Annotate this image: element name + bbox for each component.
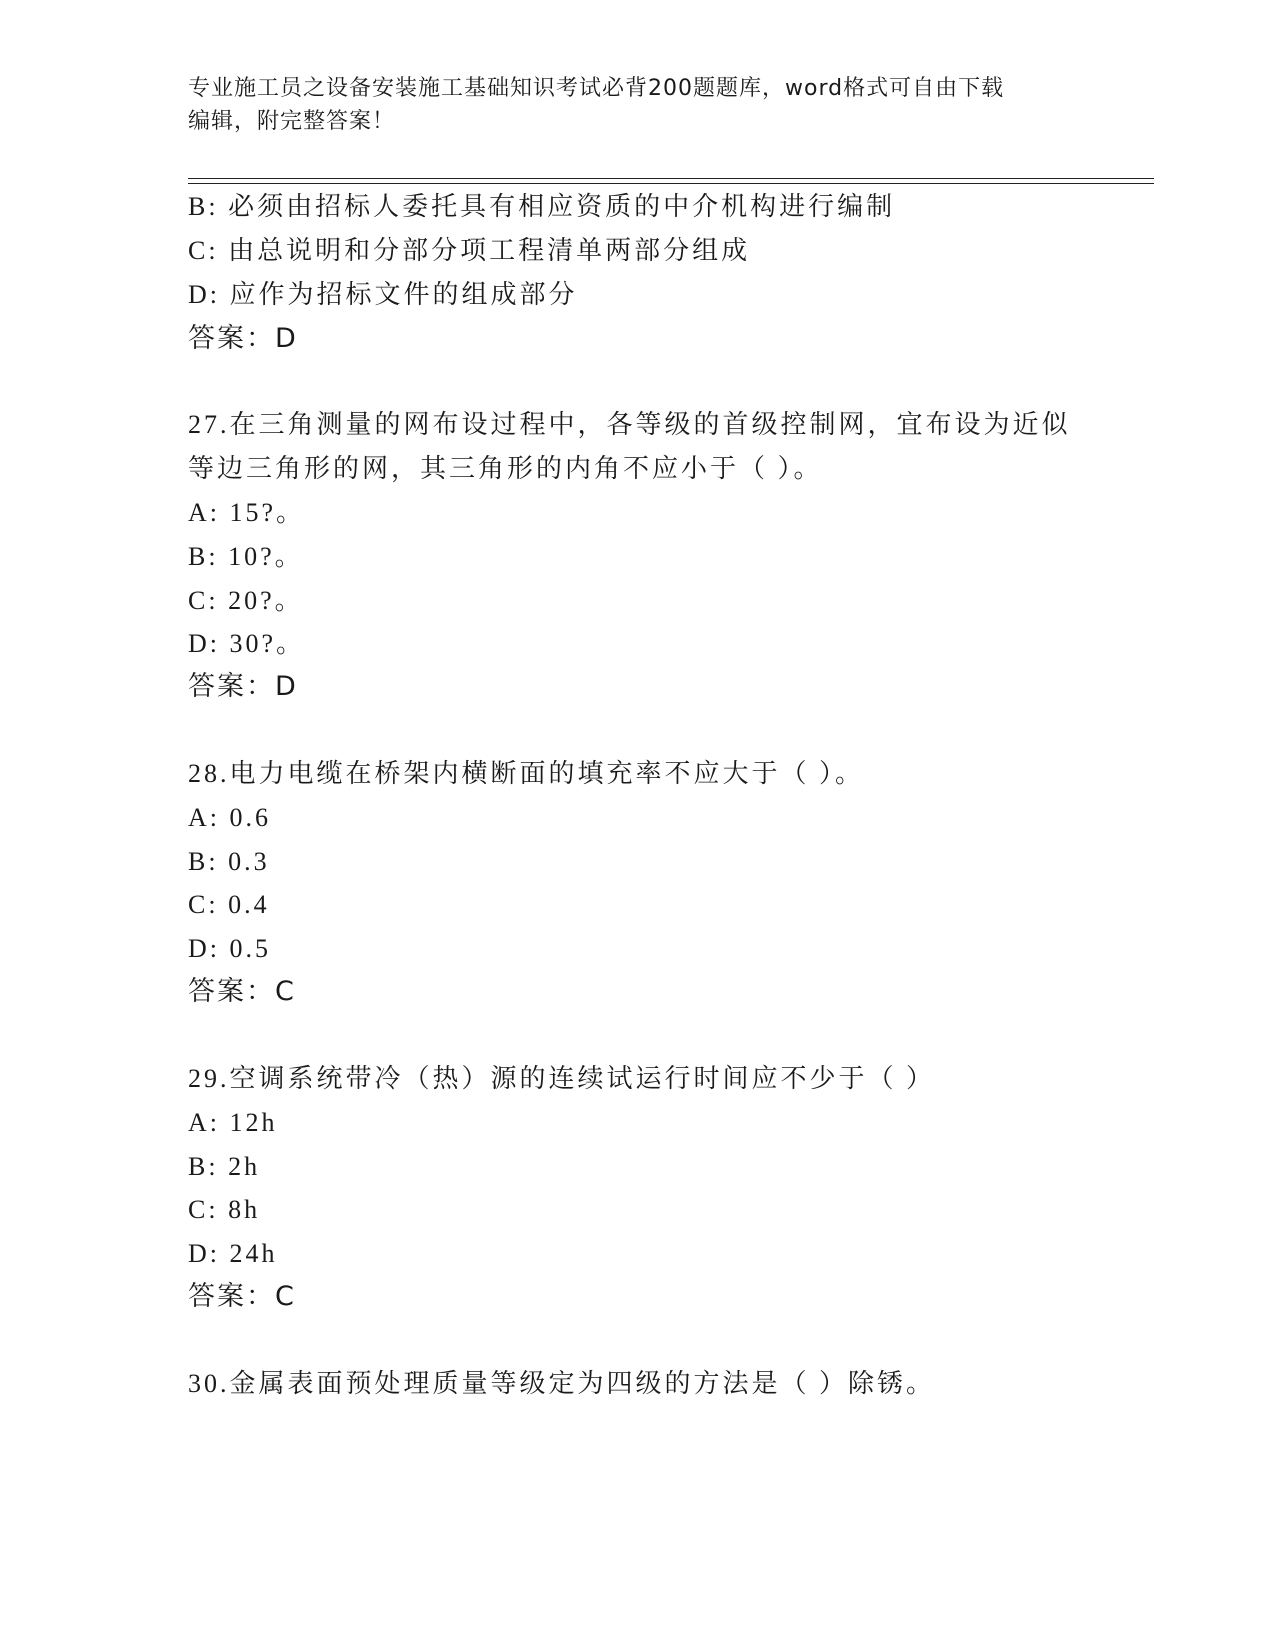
header-divider-bottom	[188, 183, 1154, 184]
question-29-option-d: D: 24h	[188, 1239, 278, 1268]
header-title-line2: 编辑，附完整答案！	[188, 109, 396, 134]
question-28-answer: 答案：C	[188, 976, 296, 1007]
question-27-option-d: D: 30?。	[188, 629, 306, 658]
question-30-stem: 30.金属表面预处理质量等级定为四级的方法是（ ）除锈。	[188, 1369, 936, 1398]
option-d: D: 应作为招标文件的组成部分	[188, 280, 578, 309]
question-27-option-a: A: 15?。	[188, 498, 306, 527]
question-29-answer: 答案：C	[188, 1281, 296, 1312]
question-29-option-c: C: 8h	[188, 1195, 261, 1224]
header-divider-top	[188, 178, 1154, 179]
question-28-option-a: A: 0.6	[188, 803, 271, 832]
document-header	[188, 72, 1088, 138]
question-27-stem-line1: 27.在三角测量的网布设过程中，各等级的首级控制网，宜布设为近似	[188, 410, 1071, 439]
question-28-option-b: B: 0.3	[188, 847, 270, 876]
option-c: C: 由总说明和分部分项工程清单两部分组成	[188, 236, 751, 265]
question-29-option-b: B: 2h	[188, 1152, 261, 1181]
option-b: B: 必须由招标人委托具有相应资质的中介机构进行编制	[188, 192, 896, 221]
header-title-line1: 专业施工员之设备安装施工基础知识考试必背200题题库，word格式可自由下载	[188, 76, 1005, 101]
question-28-option-c: C: 0.4	[188, 890, 270, 919]
question-27-option-c: C: 20?。	[188, 586, 304, 615]
answer-label: 答案：D	[188, 323, 298, 354]
question-27-stem-line2: 等边三角形的网，其三角形的内角不应小于（ ）。	[188, 454, 823, 483]
question-28-stem: 28.电力电缆在桥架内横断面的填充率不应大于（ ）。	[188, 759, 865, 788]
question-27-option-b: B: 10?。	[188, 542, 304, 571]
question-29-stem: 29.空调系统带冷（热）源的连续试运行时间应不少于（ ）	[188, 1064, 936, 1093]
question-29-option-a: A: 12h	[188, 1108, 278, 1137]
question-27-answer: 答案：D	[188, 671, 298, 702]
question-28-option-d: D: 0.5	[188, 934, 271, 963]
